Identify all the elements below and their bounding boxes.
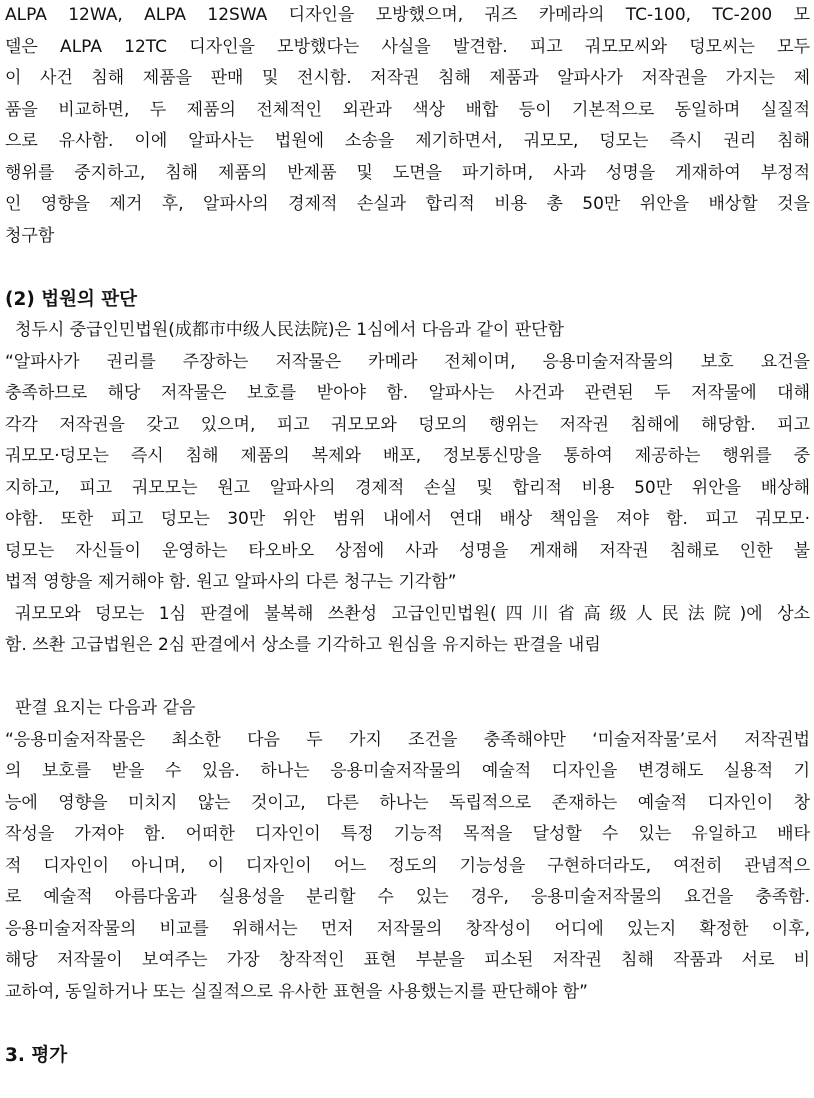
text-line: 해당 저작물이 보여주는 가장 창작적인 표현 부분을 피소된 저작권 침해 작품과 서로 비 [5,950,810,970]
text-line: 청구함 [5,225,55,246]
text-line: 궈모모와 덩모는 1심 판결에 불복해 쓰촨성 고급인민법원(四川省高级人民法院)에 상소 [15,603,810,624]
text-line: ALPA 12WA, ALPA 12SWA 디자인을 모방했으며, 궈즈 카메라의 TC-100, TC-200 모 [5,5,810,25]
text-line: 델은 ALPA 12TC 디자인을 모방했다는 사실을 발견함. 피고 궈모모씨와 덩모씨는 모두 [5,36,810,57]
text-line: 적 디자인이 아니며, 이 디자인이 어느 정도의 기능성을 구현하더라도, 여전히 관념적으 [5,855,810,876]
intro-paragraph [5,0,810,252]
text-line: 각각 저작권을 갖고 있으며, 피고 궈모모와 덩모의 행위는 저작권 침해에 해당함. 피고 [5,414,810,435]
text-line: “알파사가 권리를 주장하는 저작물은 카메라 전체이며, 응용미술저작물의 보호 요건을 [5,351,810,372]
text-line: 로 예술적 아름다움과 실용성을 분리할 수 있는 경우, 응용미술저작물의 요건을 충족함. [5,887,810,907]
paragraph-spacer [5,662,810,694]
text-line: 야함. 또한 피고 덩모는 30만 위안 범위 내에서 연대 배상 책임을 져야 함. 피고 궈모모· [5,509,810,529]
paragraph-spacer [5,252,810,284]
section-heading-court-judgment: (2) 법원의 판단 [5,288,138,310]
text-line: 충족하므로 해당 저작물은 보호를 받아야 함. 알파사는 사건과 관련된 두 저작물에 대해 [5,383,810,403]
judgment-summary [5,693,810,1008]
text-line: 교하여, 동일하거나 또는 실질적으로 유사한 표현을 사용했는지를 판단해야 함” [5,981,588,1002]
text-line: 능에 영향을 미치지 않는 것이고, 다른 하나는 독립적으로 존재하는 예술적 디자인이 창 [5,792,810,813]
paragraph-spacer [5,1008,810,1040]
section-heading-evaluation: 3. 평가 [5,1044,68,1066]
text-line: 판결 요지는 다음과 같음 [15,698,196,718]
text-line: 응용미술저작물의 비교를 위해서는 먼저 저작물의 창작성이 어디에 있는지 확정한 이후, [5,918,810,939]
text-line: 지하고, 피고 궈모모는 원고 알파사의 경제적 손실 및 합리적 비용 50만 위안을 배상해 [5,477,810,498]
text-line: 의 보호를 받을 수 있음. 하나는 응용미술저작물의 예술적 디자인을 변경해도 실용적 기 [5,761,810,781]
text-line: 법적 영향을 제거해야 함. 원고 알파사의 다른 청구는 기각함” [5,572,457,592]
first-instance-quote [5,347,810,599]
text-line: 행위를 중지하고, 침해 제품의 반제품 및 도면을 파기하며, 사과 성명을 게재하여 부정적 [5,162,810,183]
text-line: 인 영향을 제거 후, 알파사의 경제적 손실과 합리적 비용 총 50만 위안을 배상할 것을 [5,194,810,214]
text-line: 이 사건 침해 제품을 판매 및 전시함. 저작권 침해 제품과 알파사가 저작권을 가지는 제 [5,68,810,88]
document-page [5,0,810,1071]
first-instance-intro [5,315,810,347]
text-line: 함. 쓰촨 고급법원은 2심 판결에서 상소를 기각하고 원심을 유지하는 판결을 내림 [5,635,601,655]
text-line: 으로 유사함. 이에 알파사는 법원에 소송을 제기하면서, 궈모모, 덩모는 즉시 권리 침해 [5,131,810,151]
text-line: 작성을 가져야 함. 어떠한 디자인이 특정 기능적 목적을 달성할 수 있는 유일하고 배타 [5,824,810,844]
text-line: 품을 비교하면, 두 제품의 전체적인 외관과 색상 배합 등이 기본적으로 동일하며 실질적 [5,99,810,120]
text-line: 궈모모·덩모는 즉시 침해 제품의 복제와 배포, 정보통신망을 통하여 제공하는 행위를 중 [5,446,810,466]
text-line: “응용미술저작물은 최소한 다음 두 가지 조건을 충족해야만 ‘미술저작물’로서 저작권법 [5,729,810,750]
text-line: 덩모는 자신들이 운영하는 타오바오 상점에 사과 성명을 게재해 저작권 침해로 인한 불 [5,540,810,561]
text-line: 청두시 중급인민법원(成都市中级人民法院)은 1심에서 다음과 같이 판단함 [15,320,564,340]
appeal-paragraph [5,599,810,662]
